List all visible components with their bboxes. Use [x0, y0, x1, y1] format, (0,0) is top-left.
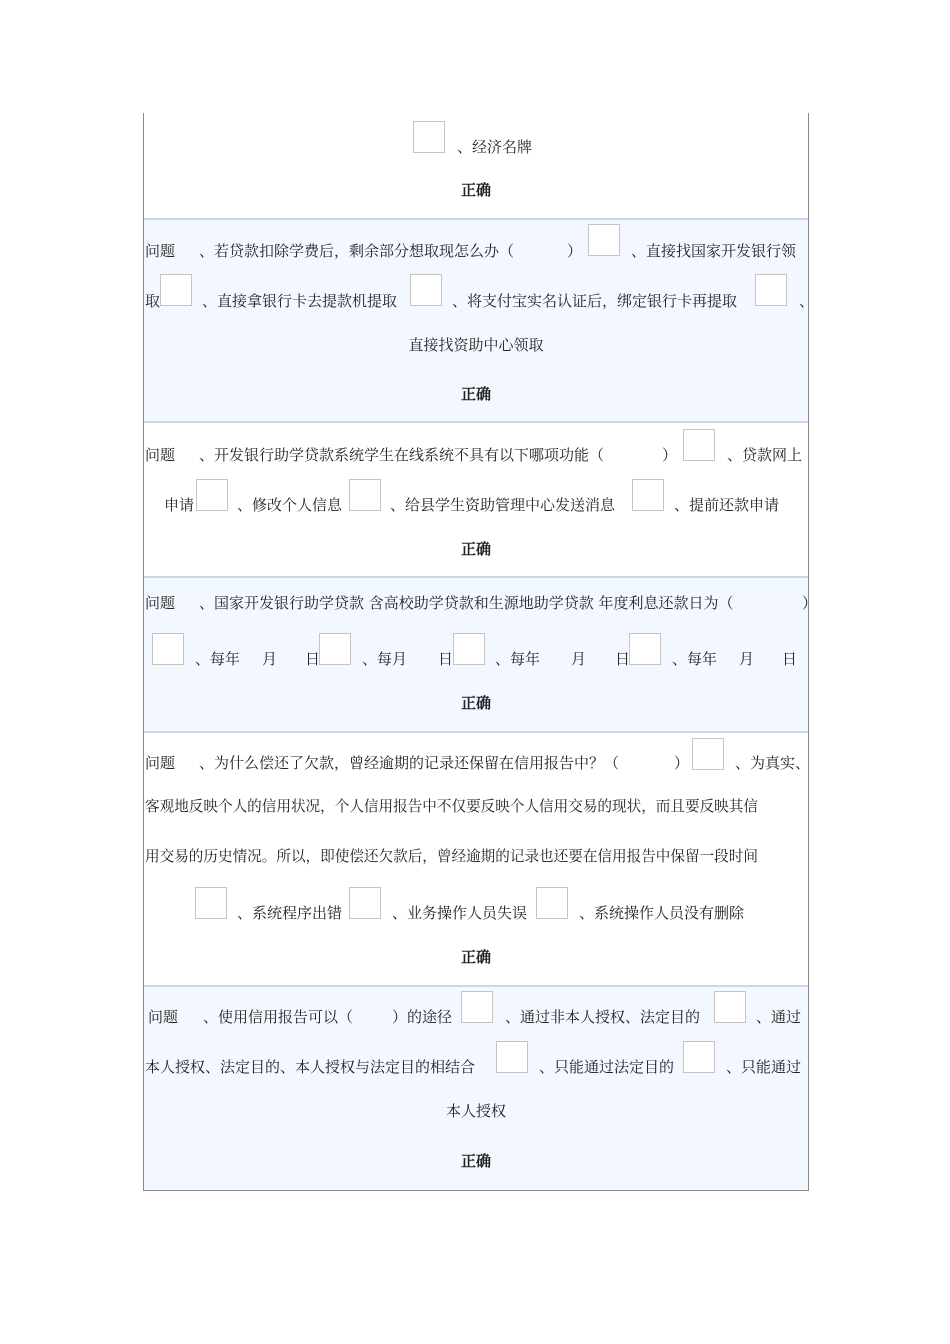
option-d-line [144, 1101, 808, 1121]
option-b-prefix: 、每月 [362, 650, 408, 668]
option-a-line-3 [144, 847, 808, 867]
result-label: 正确 [460, 181, 491, 199]
question-prefix: 问题 [148, 1008, 179, 1026]
options-line [144, 649, 808, 669]
question-line [144, 241, 808, 261]
option-a-text-cont-2: 用交易的历史情况。所以，即使偿还欠款后，曾经逾期的记录也还要在信用报告中保留一段时间 [145, 848, 758, 865]
question-text: 、使用信用报告可以（ [203, 1008, 354, 1026]
question-text: 、国家开发银行助学贷款 含高校助学贷款和生源地助学贷款 年度利息还款日为（ [199, 594, 734, 612]
question-line [144, 753, 811, 773]
option-d-text: 、经济名牌 [457, 138, 533, 156]
quiz-results-panel [143, 113, 818, 1191]
question-text: 、为什么偿还了欠款，曾经逾期的记录还保留在信用报告中？（ [199, 754, 620, 772]
question-line [144, 593, 818, 613]
options-line [144, 495, 808, 515]
option-d-text: 直接找资助中心领取 [408, 336, 544, 354]
option-a-text: 、为真实、 [735, 754, 811, 772]
result-label: 正确 [460, 1152, 491, 1170]
question-close: ） [662, 446, 678, 464]
option-c-day: 日 [615, 650, 631, 668]
question-block-1 [144, 220, 815, 421]
question-close: ）的途径 [392, 1008, 453, 1026]
option-b-text: 、系统程序出错 [237, 904, 343, 922]
option-a-line-2 [144, 797, 808, 817]
option-c-text: 、将支付宝实名认证后，绑定银行卡再提取 [452, 292, 738, 310]
result-label: 正确 [460, 540, 491, 558]
option-a-text: 、贷款网上 [727, 446, 803, 464]
option-d-text: 、只能通过 [726, 1058, 802, 1076]
option-a-prefix: 、每年 [195, 650, 241, 668]
question-close: ） [674, 754, 690, 772]
option-b-text-cont: 本人授权、法定目的、本人授权与法定目的相结合 [145, 1058, 476, 1076]
option-b-text: 、直接拿银行卡去提款机提取 [202, 292, 398, 310]
option-d-text-cont: 本人授权 [445, 1102, 506, 1120]
result-label: 正确 [460, 694, 491, 712]
question-prefix: 问题 [145, 242, 176, 260]
option-d-day: 日 [782, 650, 798, 668]
result-label: 正确 [460, 948, 491, 966]
option-c-text: 、只能通过法定目的 [539, 1058, 675, 1076]
question-prefix: 问题 [145, 446, 176, 464]
question-block-5 [144, 987, 808, 1190]
result-label: 正确 [460, 385, 491, 403]
options-line [144, 1057, 808, 1077]
option-d-month: 月 [739, 650, 755, 668]
options-line [144, 903, 808, 923]
question-block-0 [144, 113, 808, 218]
option-d-line [144, 335, 808, 355]
question-close: ） [802, 594, 818, 612]
option-a-text: 、通过非本人授权、法定目的 [505, 1008, 701, 1026]
option-c-text: 、给县学生资助管理中心发送消息 [390, 496, 616, 514]
option-a-day: 日 [305, 650, 321, 668]
option-c-month: 月 [571, 650, 587, 668]
option-b-text: 、通过 [756, 1008, 802, 1026]
option-b-day: 日 [438, 650, 454, 668]
option-a-text-cont: 取 [145, 292, 161, 310]
question-block-3 [144, 578, 818, 731]
option-a-month: 月 [262, 650, 278, 668]
option-d-text: 、系统操作人员没有删除 [579, 904, 745, 922]
question-prefix: 问题 [145, 754, 176, 772]
option-b-text: 、修改个人信息 [237, 496, 343, 514]
option-a-text-cont: 客观地反映个人的信用状况，个人信用报告中不仅要反映个人信用交易的现状，而且要反映其信 [145, 798, 758, 815]
option-d-mark: 、 [799, 292, 815, 310]
option-d-text: 、提前还款申请 [674, 496, 780, 514]
option-d-prefix: 、每年 [672, 650, 718, 668]
question-text: 、开发银行助学贷款系统学生在线系统不具有以下哪项功能（ [199, 446, 605, 464]
options-line [144, 291, 815, 311]
option-a-text: 、直接找国家开发银行领 [631, 242, 797, 260]
question-line [144, 1007, 808, 1027]
question-prefix: 问题 [145, 594, 176, 612]
question-close: ） [567, 242, 583, 260]
question-block-2 [144, 423, 808, 576]
question-text: 、若贷款扣除学费后，剩余部分想取现怎么办（ [199, 242, 515, 260]
option-c-prefix: 、每年 [495, 650, 541, 668]
question-line [144, 445, 808, 465]
option-line [144, 137, 808, 157]
question-block-4 [144, 733, 811, 985]
option-c-text: 、业务操作人员失误 [392, 904, 528, 922]
option-a-text-cont: 申请 [164, 496, 195, 514]
